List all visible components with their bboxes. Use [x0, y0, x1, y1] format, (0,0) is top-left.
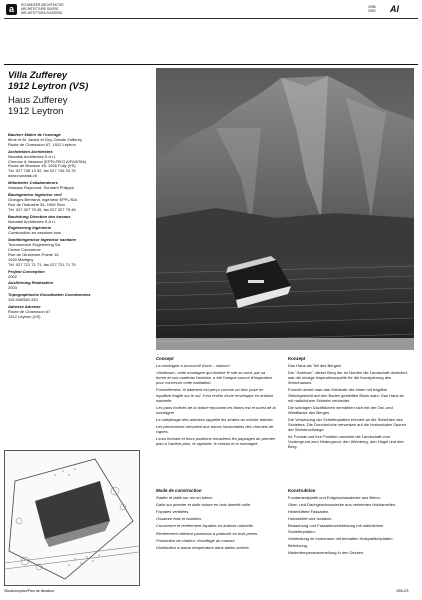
credit-label: Bauleitung Direction des travaux [8, 213, 71, 219]
credit-label: Architekten Architectes [8, 148, 53, 154]
credit-item [8, 215, 148, 225]
credit-line: Route de Chamoson 67, 1912 Leytron [8, 141, 76, 147]
concept-fr-paragraph: Les pans inclinés de la toiture épousent les flancs est et ouest de la montagne. [156, 404, 276, 415]
credits-list [8, 133, 148, 322]
construction-de-paragraph: Bedachung und Fassadenverkleidung mit natürlichem Schieferplatten. [288, 523, 384, 534]
credit-label: Bauherr Maître de l'ouvrage [8, 132, 61, 137]
ai-mark: AI [390, 4, 399, 14]
title-german [8, 95, 68, 117]
concept-fr-paragraph: Formellement, le bâtiment est perçu comme un bloc posé en équilibre fragile sur le sol. Il est revêtu d'une enveloppe en ardoise naturelle. [156, 387, 274, 403]
site-plan [4, 450, 140, 586]
credit-line: Granges Bertrand, ingénieur EPFL/SIA [8, 196, 78, 202]
credit-line: Route de Chamoson 67 [8, 309, 51, 314]
concept-de-paragraph: Das Haus als Teil des Berges! [288, 363, 342, 369]
issue-years [368, 5, 376, 13]
concept-fr-paragraph: Le calepinage des ardoises rappelle les strates du schiste ardoisé. [156, 416, 274, 422]
header-rule [4, 18, 418, 19]
construction-fr-paragraph: Radier et dalle sur rez en béton. [156, 495, 213, 501]
site-plan-caption: Situationsplan/Plan de situation [4, 589, 55, 593]
concept-fr-paragraph: La montagne a accouché d'une…maison! [156, 363, 230, 369]
credit-line: 2002 [8, 273, 17, 279]
credit-label: Bauingenieur Ingénieur civil [8, 191, 62, 197]
concept-de-paragraph: Die Versetzung der Schieferplatten erinnert an die Schichten des Schiefers. Die Durchbrüche verweisen auf die horizontalen Spuren der Steinbruchwege. [288, 416, 407, 433]
construction-fr-heading: Mode de construction [156, 488, 202, 493]
construction-de-paragraph: Fundamentplatte und Erdgeschossdecke aus Beton. [288, 495, 381, 501]
concept-fr-paragraph: «Ardévaz», cette montagne qui domine le site au nord, par sa forme et son matériau l'ardoise, a été l'unique source d'inspiration pour concevoir cette habitation. [156, 370, 273, 386]
title-top-rule [4, 64, 418, 65]
credit-line: www.nunatak.ch [8, 173, 38, 179]
credit-line: Tecnoservice Engineering SA [8, 242, 61, 248]
publication-logo: a [6, 4, 17, 15]
credit-item [8, 193, 148, 213]
house-photo [156, 68, 414, 350]
construction-fr-paragraph: Ossature bois et isolation. [156, 516, 203, 522]
credit-line: Nunatak Architectes S.à r.l. [8, 153, 57, 159]
subtitle-line: ARCHITETTURA SVIZZERA [21, 10, 62, 15]
construction-fr-paragraph: Dalle sur premier et dalle toiture en bois lamellé-collé. [156, 502, 252, 508]
construction-de-paragraph: Holzskelett und Isolation. [288, 516, 333, 522]
credit-item [8, 270, 148, 280]
construction-de-heading: Konstruktion [288, 488, 316, 493]
concept-fr-heading: Concept [156, 356, 174, 361]
credit-line: 115.540/582.430 [8, 297, 38, 303]
title-line: Haus Zufferey [8, 95, 68, 106]
credit-line: Tél. 027 327 75 45, fax 027 327 75 46 [8, 206, 76, 212]
credit-line: Chervaz & Vassaux (EPFL/REG A/FAS/SIA) [8, 158, 87, 164]
credit-item [8, 226, 148, 236]
concept-de-heading: Konzept [288, 356, 306, 361]
publication-subtitle [21, 4, 64, 15]
construction-fr-paragraph: Production de chaleur: chauffage au mazout. [156, 537, 236, 543]
year-bottom: 2000 [368, 9, 376, 13]
credit-line: 1912 Leytron (VS) [8, 313, 41, 319]
credit-line: Tél. 027 746 13 32, fax 027 746 33 75 [8, 168, 76, 174]
concept-fr-paragraph: Leurs formats et leurs positions encadrent les paysages du premier plan à l'arrière-plan, le vignoble, le coteau et la montagne. [156, 436, 276, 447]
construction-fr-paragraph: Façades ventilées. [156, 509, 190, 515]
title-line: 1912 Leytron [8, 106, 64, 117]
credit-item [8, 293, 148, 303]
construction-fr-column [156, 488, 276, 552]
subtitle-line: ARCHITECTURE SUISSE [21, 6, 59, 11]
credit-label: Projekt Conception [8, 268, 45, 274]
credit-label: Sanitäringenieur Ingénieur sanitaire [8, 237, 77, 243]
credit-line: Construction en ossature bois [8, 230, 61, 236]
credit-label: Mitarbeiter Collaborateurs [8, 180, 58, 186]
credit-label: Engineering Ingénierie [8, 225, 52, 231]
construction-fr-paragraph: Revêtement intérieur panneaux à particule en bois peints. [156, 530, 259, 536]
credit-label: Ausführung Réalisation [8, 280, 54, 286]
credit-line: Vassaux Raymond, Sorufant Philippe [8, 185, 74, 191]
concept-fr-paragraph: Les percements renvoient aux traces horizontales des chemins de vignes. [156, 424, 274, 435]
concept-de-paragraph: Die schrägen Dachflächen vermählen sich mit der Ost- und Westflanke des Berges. [288, 404, 393, 415]
year-top: 1998 [368, 5, 376, 9]
credit-item [8, 281, 148, 291]
title-line: Villa Zufferey [8, 70, 68, 81]
credit-line: 1920 Martigny [8, 256, 34, 262]
credit-item [8, 305, 148, 320]
concept-de-paragraph: Formell nimmt man das Gebäude wie einen mit fragilem Gleichgewicht auf den Boden gestellten Block wahr. Das Haus ist mit natürlichem Schiefer verkleidet. [288, 387, 404, 403]
credit-line: Route de Branson 45, 1926 Fully (VS) [8, 163, 76, 169]
construction-de-paragraph: Ober- und Dachgeschossdecke aus verleimten Holzlamellen. [288, 502, 397, 508]
credit-item [8, 133, 148, 148]
credit-label: Adresse Adresse [8, 304, 41, 310]
title-line: 1912 Leytron (VS) [8, 81, 89, 92]
page-number: 158-23 [396, 588, 409, 593]
credit-line: Tél. 027 721 71 71, fax 027 721 71 75 [8, 261, 76, 267]
construction-de-column [288, 488, 408, 557]
title-french [8, 70, 88, 92]
subtitle-line: SCHWEIZER ARCHITEKTUR [21, 3, 64, 7]
construction-de-paragraph: Niedertemperaturverteilung in den Decken. [288, 549, 365, 555]
credit-line: Mme et M. Janick et Guy-Claude Zufferey [8, 136, 82, 142]
credit-line: 2003 [8, 285, 17, 291]
credit-line: Centre Commerce [8, 247, 41, 253]
credit-line: Nunatak Architectes S.à r.l. [8, 218, 57, 224]
construction-de-paragraph: Hinterlüftete Fassaden. [288, 509, 330, 515]
credit-label: Topographische Koordinaten Coordonnées [8, 292, 91, 298]
credit-item [8, 181, 148, 191]
construction-fr-paragraph: Couverture et revêtement façades en ardoise naturelle. [156, 523, 254, 529]
credit-item [8, 150, 148, 179]
concept-de-column [288, 356, 408, 452]
construction-de-paragraph: Verkleidung im Innenraum mit bemalten Holzpartikelplatten. [288, 535, 394, 541]
credit-line: Rue de l'Industrie 54, 1950 Sion [8, 201, 65, 207]
concept-de-paragraph: Ihr Format und ihre Position umrahmt die Landschaft vom Vordergrund zum Hintergrund: den Weinberg, den Hügel und den Berg. [288, 434, 404, 450]
construction-de-paragraph: Beheizung. [288, 542, 309, 548]
concept-de-paragraph: Der "Ardévaz", dieser Berg der im Norden die Landschaft dominiert, war die einzige Inspirationsquelle für die Konzipierung des Wohnhauses. [288, 370, 409, 386]
credit-item [8, 238, 148, 267]
concept-fr-column [156, 356, 276, 448]
credit-line: Rue de l'Ancienne-Pointe 16 [8, 251, 59, 257]
construction-fr-paragraph: Distribution à basse température dans dalles actives. [156, 544, 250, 550]
